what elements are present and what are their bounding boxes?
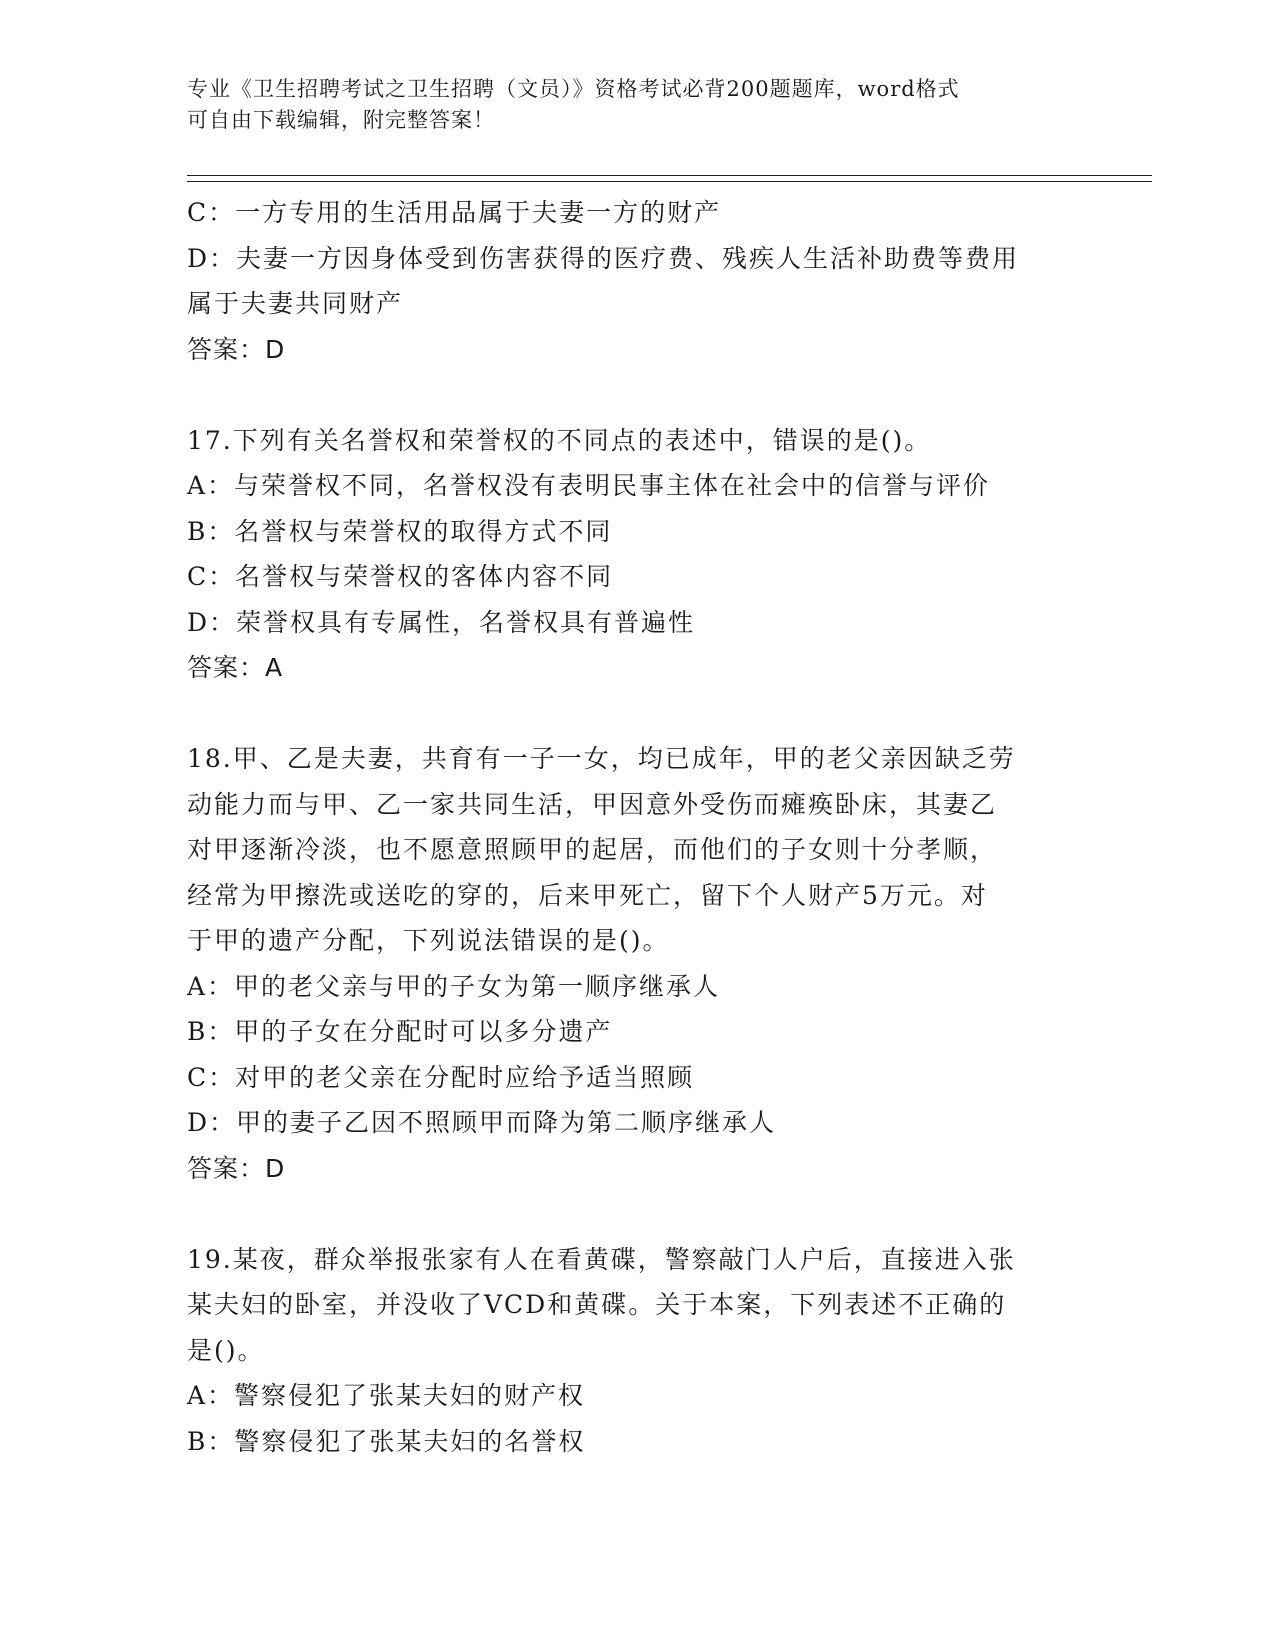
question-text: 17.下列有关名誉权和荣誉权的不同点的表述中，错误的是()。 xyxy=(187,425,932,455)
question-16-continued xyxy=(187,190,1077,372)
question-18 xyxy=(187,736,1077,1191)
answer: 答案：D xyxy=(187,334,286,364)
option-a: A：与荣誉权不同，名誉权没有表明民事主体在社会中的信誉与评价 xyxy=(187,471,991,500)
question-17 xyxy=(187,418,1077,691)
answer: 答案：A xyxy=(187,653,284,682)
option-d-continued: 属于夫妻共同财产 xyxy=(187,289,404,318)
spacer xyxy=(187,1191,1077,1237)
question-text-line: 是()。 xyxy=(187,1335,265,1365)
question-text-line: 于甲的遗产分配，下列说法错误的是()。 xyxy=(187,926,670,955)
option-d: D：夫妻一方因身体受到伤害获得的医疗费、残疾人生活补助费等费用 xyxy=(187,243,1020,273)
option-c: C：一方专用的生活用品属于夫妻一方的财产 xyxy=(187,198,722,227)
question-text-line: 对甲逐渐冷淡，也不愿意照顾甲的起居，而他们的子女则十分孝顺， xyxy=(187,835,998,864)
option-c: C：名誉权与荣誉权的客体内容不同 xyxy=(187,562,614,591)
header-divider-top xyxy=(187,175,1152,176)
option-d: D：甲的妻子乙因不照顾甲而降为第二顺序继承人 xyxy=(187,1108,777,1137)
header-line-1: 专业《卫生招聘考试之卫生招聘（文员）》资格考试必背200题题库，word格式 xyxy=(187,77,960,101)
question-text-line: 某夫妇的卧室，并没收了VCD和黄碟。关于本案，下列表述不正确的 xyxy=(187,1290,1007,1319)
document-header xyxy=(187,74,1087,136)
question-19 xyxy=(187,1237,1077,1465)
question-text-line: 动能力而与甲、乙一家共同生活，甲因意外受伤而瘫痪卧床，其妻乙 xyxy=(187,789,998,819)
header-divider-bottom xyxy=(187,181,1152,182)
question-text-line: 19.某夜，群众举报张家有人在看黄碟，警察敲门人户后，直接进入张 xyxy=(187,1244,1016,1274)
option-b: B：名誉权与荣誉权的取得方式不同 xyxy=(187,516,613,546)
spacer xyxy=(187,691,1077,737)
option-a: A：甲的老父亲与甲的子女为第一顺序继承人 xyxy=(187,971,721,1001)
spacer xyxy=(187,372,1077,418)
answer: 答案：D xyxy=(187,1153,286,1183)
option-d: D：荣誉权具有专属性，名誉权具有普遍性 xyxy=(187,607,696,637)
question-text-line: 18.甲、乙是夫妻，共育有一子一女，均已成年，甲的老父亲因缺乏劳 xyxy=(187,744,1016,773)
header-line-2: 可自由下载编辑，附完整答案！ xyxy=(187,108,495,132)
question-text-line: 经常为甲擦洗或送吃的穿的，后来甲死亡，留下个人财产5万元。对 xyxy=(187,880,988,910)
option-b: B：警察侵犯了张某夫妇的名誉权 xyxy=(187,1426,586,1456)
option-c: C：对甲的老父亲在分配时应给予适当照顾 xyxy=(187,1062,695,1092)
option-a: A：警察侵犯了张某夫妇的财产权 xyxy=(187,1381,586,1410)
document-body xyxy=(187,190,1077,1464)
option-b: B：甲的子女在分配时可以多分遗产 xyxy=(187,1017,613,1046)
